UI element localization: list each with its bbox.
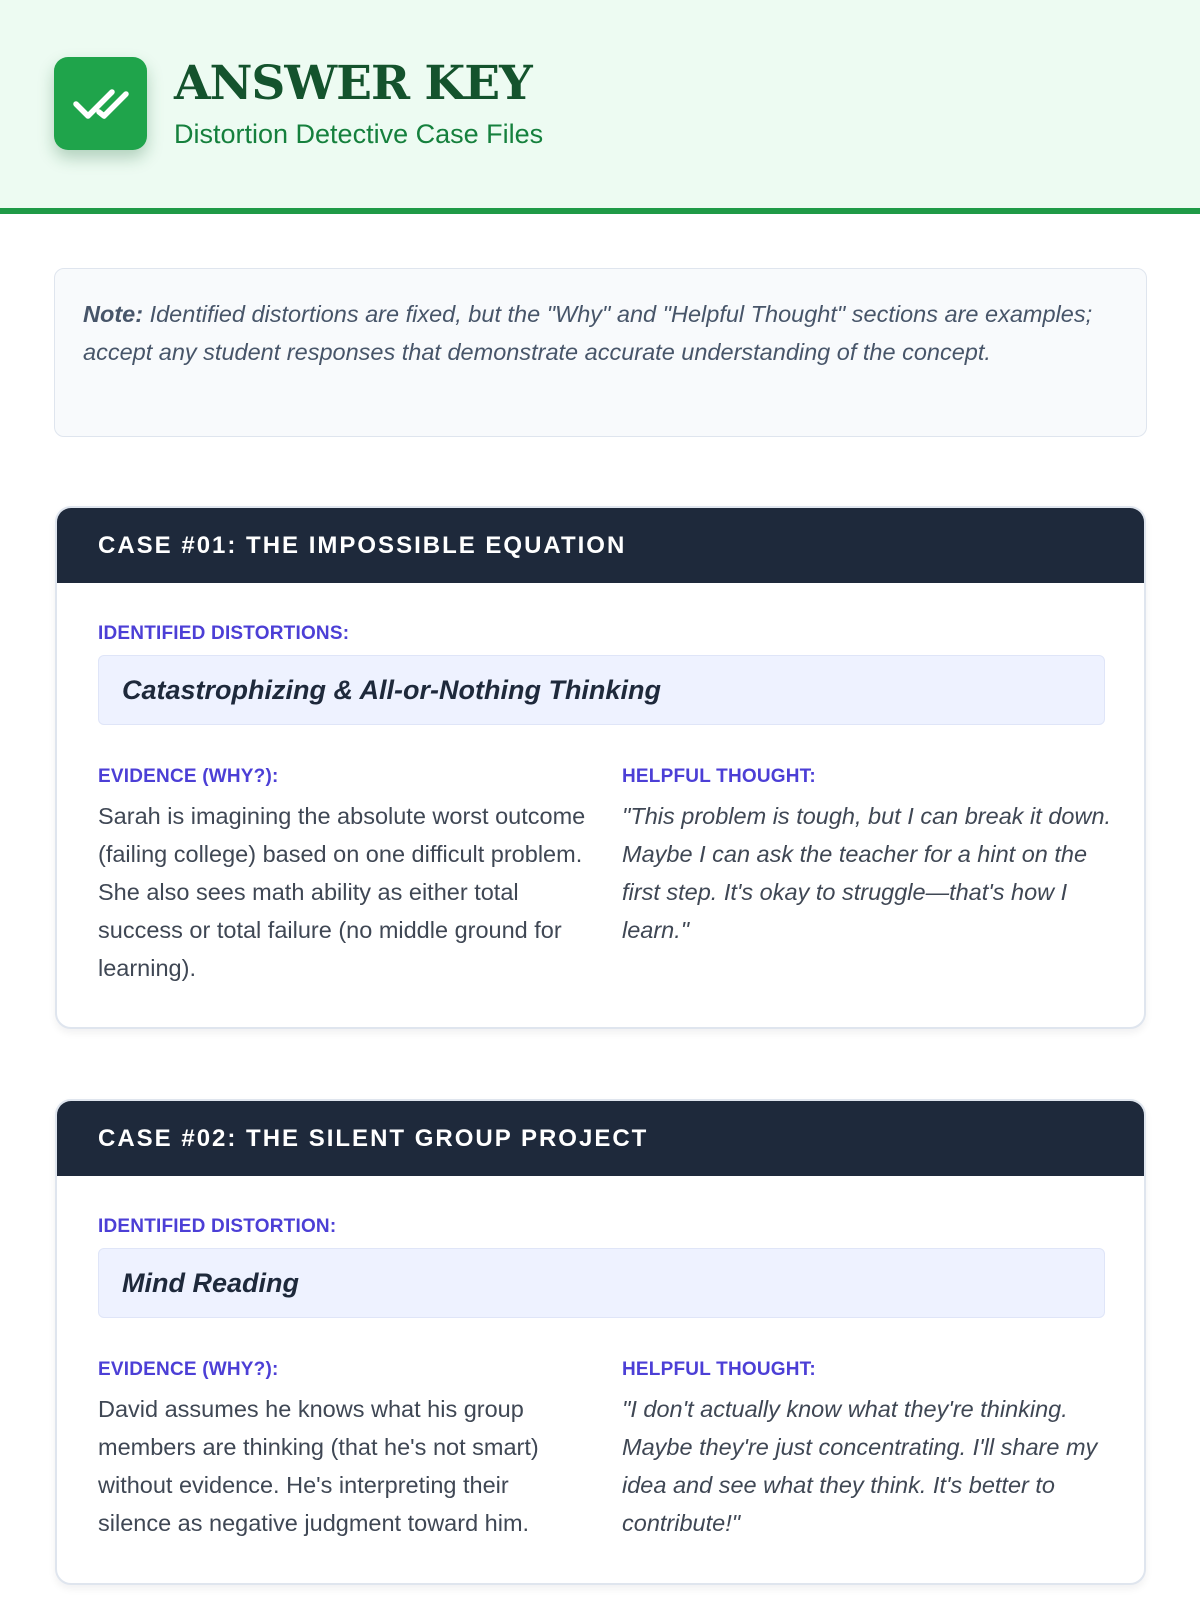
helpful-thought-label: HELPFUL THOUGHT:: [622, 766, 816, 787]
page-title: ANSWER KEY: [174, 56, 532, 111]
helpful-thought-text: "This problem is tough, but I can break it down. Maybe I can ask the teacher for a hint on the first step. It's okay to struggle—that's how I learn.": [622, 803, 1112, 943]
answer-key-badge: [54, 57, 147, 150]
helpful-thought-text: "I don't actually know what they're thinking. Maybe they're just concentrating. I'll share my idea and see what they think. It's better to contribute!": [622, 1396, 1098, 1536]
case-title: CASE #02: THE SILENT GROUP PROJECT: [57, 1101, 1144, 1176]
note-label: Note:: [83, 301, 144, 327]
evidence-text: Sarah is imagining the absolute worst outcome (failing college) based on one difficult problem. She also sees math ability as either total success or total failure (no middle ground for learning).: [98, 803, 586, 981]
distortion-label: IDENTIFIED DISTORTIONS:: [98, 623, 350, 644]
case-card: [55, 506, 1146, 1029]
double-check-icon: [54, 57, 147, 150]
evidence-label: EVIDENCE (WHY?):: [98, 1359, 279, 1380]
evidence-text: David assumes he knows what his group members are thinking (that he's not smart) without evidence. He's interpreting their silence as negative judgment toward him.: [98, 1396, 539, 1536]
teacher-note: [54, 268, 1147, 437]
distortion-value: Mind Reading: [98, 1248, 1105, 1318]
case-title: CASE #01: THE IMPOSSIBLE EQUATION: [57, 508, 1144, 583]
note-text: Identified distortions are fixed, but the "Why" and "Helpful Thought" sections are examples; accept any student responses that demonstrate accurate understanding of the concept.: [83, 301, 1093, 365]
case-card: [55, 1099, 1146, 1585]
evidence-label: EVIDENCE (WHY?):: [98, 766, 279, 787]
helpful-thought-label: HELPFUL THOUGHT:: [622, 1359, 816, 1380]
page-header: [0, 0, 1200, 214]
page-subtitle: Distortion Detective Case Files: [174, 119, 544, 149]
distortion-value: Catastrophizing & All-or-Nothing Thinking: [98, 655, 1105, 725]
distortion-label: IDENTIFIED DISTORTION:: [98, 1216, 337, 1237]
